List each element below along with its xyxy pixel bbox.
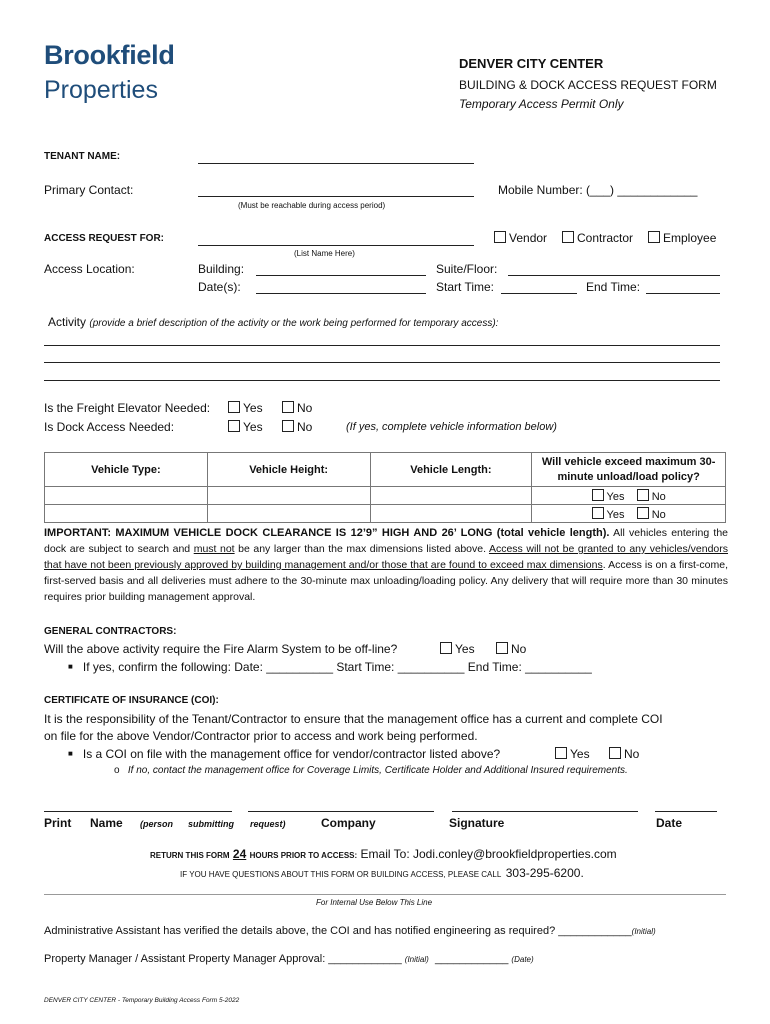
vehicle-table	[44, 452, 726, 523]
header-vehicle-height: Vehicle Height:	[207, 453, 370, 487]
mobile-number-field[interactable]: Mobile Number: (___) ____________	[498, 183, 698, 197]
option-contractor[interactable]: Contractor	[562, 231, 633, 245]
request-label: request)	[250, 819, 286, 829]
name-label: Name	[90, 816, 123, 830]
activity-line[interactable]	[44, 345, 720, 346]
building-label: Building:	[198, 262, 245, 276]
admin-verification[interactable]: Administrative Assistant has verified the details above, the COI and has notified engineering as required? ____________(Initial)	[44, 925, 656, 937]
checkbox-icon[interactable]	[648, 231, 660, 243]
header-vehicle-type: Vehicle Type:	[45, 453, 208, 487]
fire-alarm-yes[interactable]: Yes	[440, 642, 475, 656]
primary-contact-label: Primary Contact:	[44, 183, 134, 197]
checkbox-icon[interactable]	[228, 420, 240, 432]
exceed-policy-cell[interactable]	[532, 487, 726, 505]
bullet-icon: ■	[68, 662, 73, 671]
coi-question: ■ Is a COI on file with the management office for vendor/contractor listed above?	[68, 747, 501, 761]
access-request-label: ACCESS REQUEST FOR:	[44, 233, 165, 244]
important-notice: IMPORTANT: MAXIMUM VEHICLE DOCK CLEARANCE IS 12’9” HIGH AND 26’ LONG (total vehicle length). All vehicles entering the dock are subject to search and must not be any larger than the max dimensions listed above. Access will not be granted to any vehicles/vendors that have not been previously approved by building management and/or those that are found to exceed max dimensions. Access is on a first-come, first-served basis and all deliveries must adhere to the 30-minute max unloading/loading policy. Any delivery that will require more than 30 minutes requires prior building management approval.	[44, 527, 729, 603]
exceed-yes[interactable]: Yes	[592, 509, 625, 521]
footer-text: DENVER CITY CENTER - Temporary Building Access Form 5-2022	[44, 997, 240, 1004]
tenant-name-label: TENANT NAME:	[44, 151, 121, 162]
coi-note: o If no, contact the management office for Coverage Limits, Certificate Holder and Additional Insured requirements.	[114, 765, 628, 776]
header-exceed-policy: Will vehicle exceed maximum 30-minute unload/load policy?	[532, 453, 726, 487]
exceed-policy-cell[interactable]	[532, 505, 726, 523]
freight-yes[interactable]: Yes	[228, 401, 263, 415]
company-line[interactable]	[248, 811, 434, 812]
date-label: Date	[656, 816, 683, 830]
exceed-yes[interactable]: Yes	[592, 491, 625, 503]
sub-bullet-icon: o	[114, 765, 120, 776]
table-row[interactable]	[45, 505, 726, 523]
checkbox-icon[interactable]	[592, 507, 604, 519]
form-title: DENVER CITY CENTER	[459, 56, 604, 71]
building-field[interactable]	[256, 275, 426, 276]
checkbox-icon[interactable]	[282, 420, 294, 432]
access-request-field[interactable]	[198, 245, 474, 246]
internal-divider	[44, 894, 726, 895]
coi-yes[interactable]: Yes	[555, 747, 590, 761]
checkbox-icon[interactable]	[637, 507, 649, 519]
start-time-field[interactable]	[501, 293, 577, 294]
checkbox-icon[interactable]	[440, 642, 452, 654]
general-contractors-heading: GENERAL CONTRACTORS:	[44, 626, 177, 637]
person-label: (person	[140, 819, 174, 829]
checkbox-icon[interactable]	[228, 401, 240, 413]
vehicle-height-cell[interactable]	[207, 487, 370, 505]
dock-no[interactable]: No	[282, 420, 312, 434]
end-time-label: End Time:	[586, 280, 641, 294]
bullet-icon: ■	[68, 749, 73, 758]
vehicle-type-cell[interactable]	[45, 505, 208, 523]
coi-no[interactable]: No	[609, 747, 639, 761]
checkbox-icon[interactable]	[592, 489, 604, 501]
dates-field[interactable]	[256, 293, 426, 294]
tenant-name-field[interactable]	[198, 163, 474, 164]
exceed-no[interactable]: No	[637, 509, 666, 521]
option-vendor[interactable]: Vendor	[494, 231, 547, 245]
activity-line[interactable]	[44, 380, 720, 381]
form-permit: Temporary Access Permit Only	[459, 97, 624, 111]
header-vehicle-length: Vehicle Length:	[370, 453, 532, 487]
checkbox-icon[interactable]	[555, 747, 567, 759]
fire-alarm-question: Will the above activity require the Fire Alarm System to be off-line?	[44, 642, 398, 656]
dock-yes[interactable]: Yes	[228, 420, 263, 434]
internal-use-header: For Internal Use Below This Line	[316, 898, 433, 907]
checkbox-icon[interactable]	[494, 231, 506, 243]
checkbox-icon[interactable]	[637, 489, 649, 501]
company-label: Company	[321, 816, 376, 830]
questions-line: IF YOU HAVE QUESTIONS ABOUT THIS FORM OR BUILDING ACCESS, PLEASE CALL 303-295-6200.	[180, 866, 584, 880]
table-row	[45, 453, 726, 487]
primary-contact-field[interactable]	[198, 196, 474, 197]
form-subtitle: BUILDING & DOCK ACCESS REQUEST FORM	[459, 78, 717, 92]
date-line[interactable]	[655, 811, 717, 812]
freight-no[interactable]: No	[282, 401, 312, 415]
coi-text-2: on file for the above Vendor/Contractor prior to access and work being performed.	[44, 729, 478, 743]
signature-label: Signature	[449, 816, 505, 830]
coi-heading: CERTIFICATE OF INSURANCE (COI):	[44, 695, 219, 706]
fire-alarm-no[interactable]: No	[496, 642, 526, 656]
checkbox-icon[interactable]	[609, 747, 621, 759]
start-time-label: Start Time:	[436, 280, 495, 294]
suite-floor-label: Suite/Floor:	[436, 262, 498, 276]
checkbox-icon[interactable]	[282, 401, 294, 413]
exceed-no[interactable]: No	[637, 491, 666, 503]
vehicle-length-cell[interactable]	[370, 487, 532, 505]
coi-text-1: It is the responsibility of the Tenant/Contractor to ensure that the management office has a current and complete COI	[44, 712, 663, 726]
option-employee[interactable]: Employee	[648, 231, 716, 245]
checkbox-icon[interactable]	[562, 231, 574, 243]
vehicle-note: (If yes, complete vehicle information below)	[346, 421, 557, 433]
list-name-note: (List Name Here)	[294, 249, 355, 258]
vehicle-height-cell[interactable]	[207, 505, 370, 523]
reachable-note: (Must be reachable during access period)	[238, 201, 386, 210]
activity-label: Activity (provide a brief description of the activity or the work being performed for temporary access):	[48, 315, 499, 329]
table-row[interactable]	[45, 487, 726, 505]
pm-approval[interactable]: Property Manager / Assistant Property Manager Approval: ____________ (Initial) ____________ (Date)	[44, 953, 534, 965]
logo-brookfield: Brookfield	[44, 40, 175, 70]
end-time-field[interactable]	[646, 293, 720, 294]
return-instructions: RETURN THIS FORM 24 HOURS PRIOR TO ACCESS: Email To: Jodi.conley@brookfieldproperties.com	[150, 847, 617, 861]
logo-properties: Properties	[44, 76, 158, 104]
suite-floor-field[interactable]	[508, 275, 720, 276]
dock-access-label: Is Dock Access Needed:	[44, 420, 175, 434]
checkbox-icon[interactable]	[496, 642, 508, 654]
activity-line[interactable]	[44, 362, 720, 363]
submitting-label: submitting	[188, 819, 234, 829]
print-label: Print	[44, 816, 72, 830]
vehicle-length-cell[interactable]	[370, 505, 532, 523]
freight-elevator-label: Is the Freight Elevator Needed:	[44, 401, 211, 415]
access-location-label: Access Location:	[44, 262, 135, 276]
fire-alarm-confirm[interactable]: ■ If yes, confirm the following: Date: __________ Start Time: __________ End Time: __________	[68, 660, 592, 674]
signature-line[interactable]	[452, 811, 638, 812]
dates-label: Date(s):	[198, 280, 241, 294]
vehicle-type-cell[interactable]	[45, 487, 208, 505]
print-name-line[interactable]	[44, 811, 232, 812]
